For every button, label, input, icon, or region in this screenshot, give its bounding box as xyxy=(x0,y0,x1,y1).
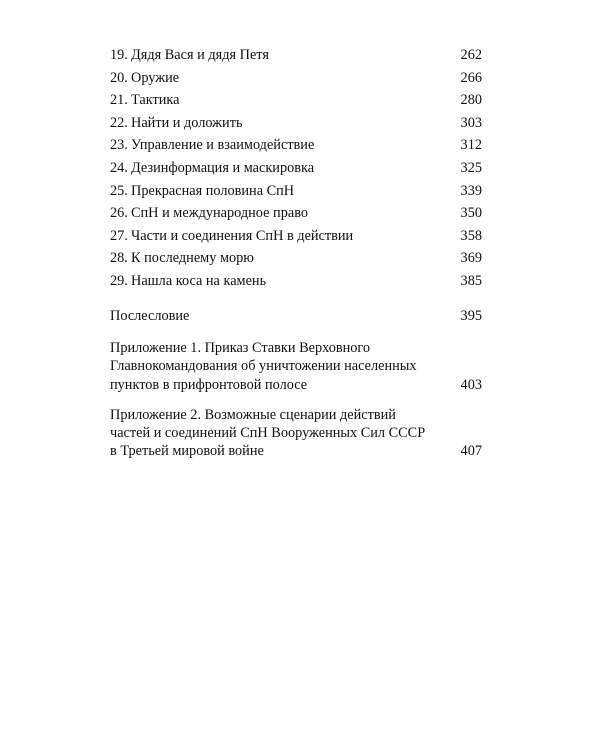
entry-title: Оружие xyxy=(131,69,180,86)
entry-title-line: пунктов в прифронтовой полосе xyxy=(110,376,308,393)
entry-page: 266 xyxy=(460,69,482,86)
toc-entry-26[interactable] xyxy=(110,202,482,225)
entry-title: Найти и доложить xyxy=(131,114,243,131)
entry-number: 28. xyxy=(110,250,128,267)
entry-page: 339 xyxy=(460,182,482,199)
entry-title: СпН и международное право xyxy=(131,205,309,222)
spacer xyxy=(110,293,482,305)
entry-title: Дядя Вася и дядя Петя xyxy=(131,47,269,63)
entry-title-line: частей и соединений СпН Вооруженных Сил СССР xyxy=(110,424,426,441)
entry-title: Части и соединения СпН в действии xyxy=(131,227,354,244)
entry-title-line: Приложение 2. Возможные сценарии действий xyxy=(110,406,396,423)
toc-entry-24[interactable] xyxy=(110,157,482,180)
entry-page: 280 xyxy=(460,92,482,109)
toc-entry-27[interactable] xyxy=(110,225,482,248)
entry-number: 29. xyxy=(110,272,128,289)
table-of-contents xyxy=(110,44,482,460)
entry-number: 23. xyxy=(110,137,128,154)
toc-entry-19[interactable] xyxy=(110,44,482,67)
entry-title: Прекрасная половина СпН xyxy=(131,182,295,199)
entry-title-line: Приложение 1. Приказ Ставки Верховного xyxy=(110,340,371,357)
toc-entry-afterword[interactable] xyxy=(110,305,482,328)
entry-title: Нашла коса на камень xyxy=(131,272,267,289)
entry-page: 262 xyxy=(460,47,482,63)
toc-entry-appendix-1[interactable] xyxy=(110,339,482,394)
toc-entry-20[interactable] xyxy=(110,67,482,90)
spacer xyxy=(110,394,482,406)
toc-entry-appendix-2[interactable] xyxy=(110,406,482,461)
entry-page: 369 xyxy=(460,250,482,267)
toc-entry-23[interactable] xyxy=(110,134,482,157)
entry-page: 403 xyxy=(460,376,482,393)
entry-number: 26. xyxy=(110,205,128,222)
entry-page: 325 xyxy=(460,159,482,176)
entry-title: Управление и взаимодействие xyxy=(131,137,315,154)
entry-title: Послесловие xyxy=(110,307,190,324)
entry-number: 19. xyxy=(110,47,128,63)
entry-number: 27. xyxy=(110,227,128,244)
toc-entry-29[interactable] xyxy=(110,270,482,293)
entry-number: 22. xyxy=(110,114,128,131)
entry-number: 25. xyxy=(110,182,128,199)
entry-number: 24. xyxy=(110,159,128,176)
entry-title: К последнему морю xyxy=(131,250,254,267)
entry-page: 312 xyxy=(460,137,482,154)
entry-page: 385 xyxy=(460,272,482,289)
entry-number: 20. xyxy=(110,69,128,86)
entry-page: 395 xyxy=(460,307,482,324)
entry-title: Дезинформация и маскировка xyxy=(131,159,315,176)
entry-title-line: Главнокомандования об уничтожении населенных xyxy=(110,358,417,375)
entry-page: 303 xyxy=(460,114,482,131)
toc-entry-21[interactable] xyxy=(110,89,482,112)
entry-page: 358 xyxy=(460,227,482,244)
toc-entry-28[interactable] xyxy=(110,247,482,270)
entry-page: 407 xyxy=(460,443,482,460)
entry-number: 21. xyxy=(110,92,128,109)
toc-entry-25[interactable] xyxy=(110,180,482,203)
entry-page: 350 xyxy=(460,205,482,222)
entry-title: Тактика xyxy=(131,92,180,109)
toc-entry-22[interactable] xyxy=(110,112,482,135)
spacer xyxy=(110,327,482,339)
entry-title-line: в Третьей мировой войне xyxy=(110,443,264,460)
